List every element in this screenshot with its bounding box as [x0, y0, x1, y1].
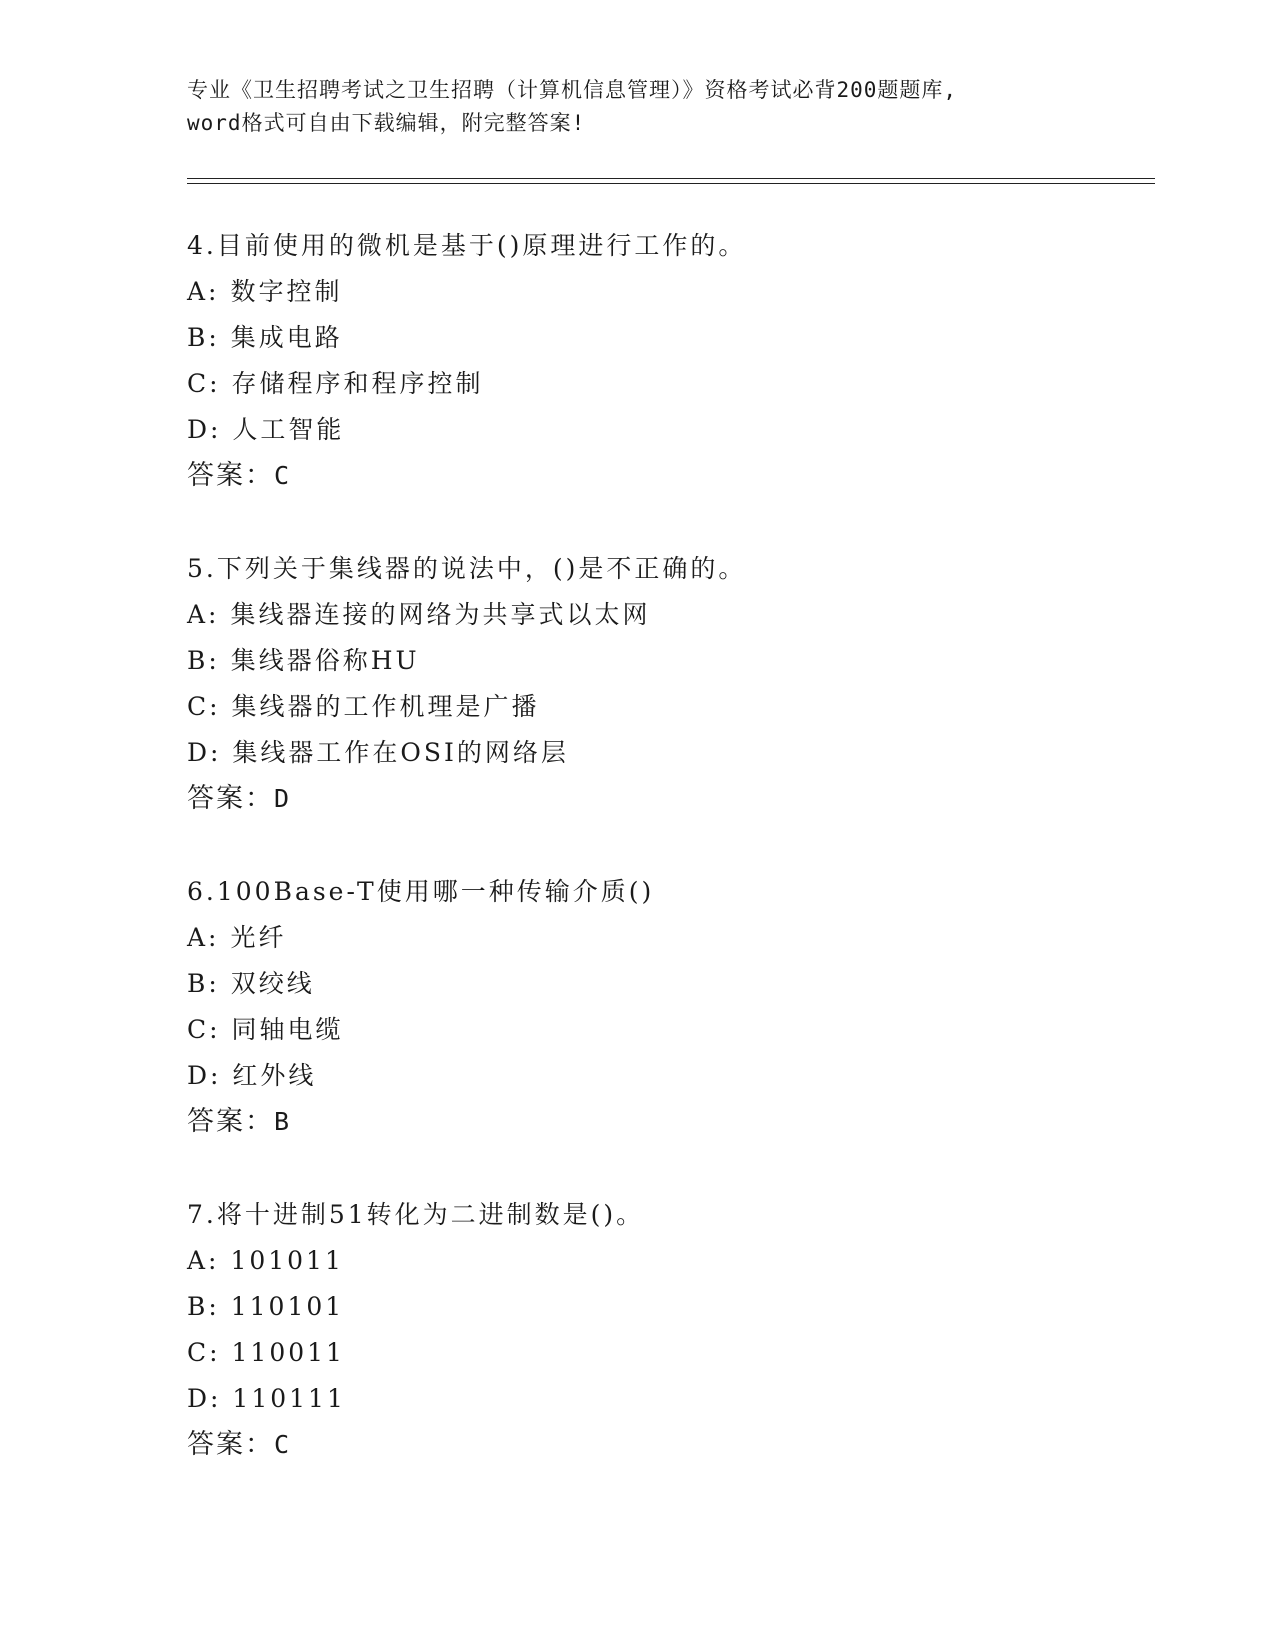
question-5 — [187, 546, 1087, 822]
option-text: 数字控制 — [230, 277, 343, 306]
option-letter: D: — [187, 1384, 222, 1413]
question-7 — [187, 1192, 1087, 1468]
question-stem: 6.100Base-T使用哪一种传输介质() — [187, 877, 655, 906]
header-title-line: 专业《卫生招聘考试之卫生招聘（计算机信息管理）》资格考试必背200题题库, — [187, 78, 958, 102]
option-letter: C: — [187, 692, 221, 721]
option-letter: B: — [187, 646, 220, 675]
option-letter: A: — [187, 277, 220, 306]
option-a — [187, 592, 1087, 638]
option-c — [187, 1330, 1087, 1376]
answer-line — [187, 1099, 1087, 1145]
option-d — [187, 730, 1087, 776]
option-letter: D: — [187, 415, 222, 444]
question-4 — [187, 223, 1087, 499]
option-text: 集线器连接的网络为共享式以太网 — [230, 600, 651, 629]
option-a — [187, 915, 1087, 961]
header-divider-bottom — [187, 183, 1155, 184]
header-subtitle-line: word格式可自由下载编辑，附完整答案! — [187, 111, 586, 135]
option-letter: A: — [187, 600, 220, 629]
option-text: 110101 — [230, 1292, 345, 1321]
option-d — [187, 1376, 1087, 1422]
option-text: 110111 — [232, 1384, 346, 1413]
question-stem: 7.将十进制51转化为二进制数是()。 — [187, 1200, 645, 1229]
option-text: 同轴电缆 — [231, 1015, 344, 1044]
answer-label: 答案： — [187, 1429, 274, 1460]
answer-label: 答案： — [187, 460, 274, 491]
option-text: 集线器工作在OSI的网络层 — [232, 738, 569, 767]
document-header — [187, 74, 1087, 140]
answer-value: B — [274, 1107, 290, 1136]
option-text: 存储程序和程序控制 — [231, 369, 484, 398]
option-b — [187, 315, 1087, 361]
option-letter: B: — [187, 969, 220, 998]
option-letter: D: — [187, 738, 222, 767]
option-text: 集线器的工作机理是广播 — [231, 692, 540, 721]
answer-value: C — [274, 461, 290, 490]
answer-value: C — [274, 1430, 290, 1459]
option-a — [187, 269, 1087, 315]
answer-value: D — [274, 784, 290, 813]
option-letter: A: — [187, 923, 220, 952]
option-a — [187, 1238, 1087, 1284]
answer-line — [187, 1422, 1087, 1468]
question-stem: 4.目前使用的微机是基于()原理进行工作的。 — [187, 231, 747, 260]
option-text: 集线器俗称HU — [230, 646, 420, 675]
option-letter: A: — [187, 1246, 220, 1275]
option-c — [187, 361, 1087, 407]
answer-label: 答案： — [187, 783, 274, 814]
option-text: 110011 — [231, 1338, 345, 1367]
option-b — [187, 1284, 1087, 1330]
option-b — [187, 961, 1087, 1007]
question-stem: 5.下列关于集线器的说法中，()是不正确的。 — [187, 554, 747, 583]
option-text: 101011 — [230, 1246, 344, 1275]
option-letter: B: — [187, 1292, 220, 1321]
answer-label: 答案： — [187, 1106, 274, 1137]
answer-line — [187, 453, 1087, 499]
option-letter: C: — [187, 1015, 221, 1044]
option-letter: D: — [187, 1061, 222, 1090]
option-c — [187, 1007, 1087, 1053]
option-text: 光纤 — [230, 923, 287, 952]
option-text: 集成电路 — [230, 323, 343, 352]
option-c — [187, 684, 1087, 730]
option-d — [187, 1053, 1087, 1099]
option-letter: C: — [187, 1338, 221, 1367]
option-text: 双绞线 — [230, 969, 315, 998]
option-d — [187, 407, 1087, 453]
option-text: 红外线 — [232, 1061, 317, 1090]
option-letter: B: — [187, 323, 220, 352]
header-divider-top — [187, 178, 1155, 179]
question-6 — [187, 869, 1087, 1145]
option-text: 人工智能 — [232, 415, 345, 444]
option-b — [187, 638, 1087, 684]
option-letter: C: — [187, 369, 221, 398]
answer-line — [187, 776, 1087, 822]
